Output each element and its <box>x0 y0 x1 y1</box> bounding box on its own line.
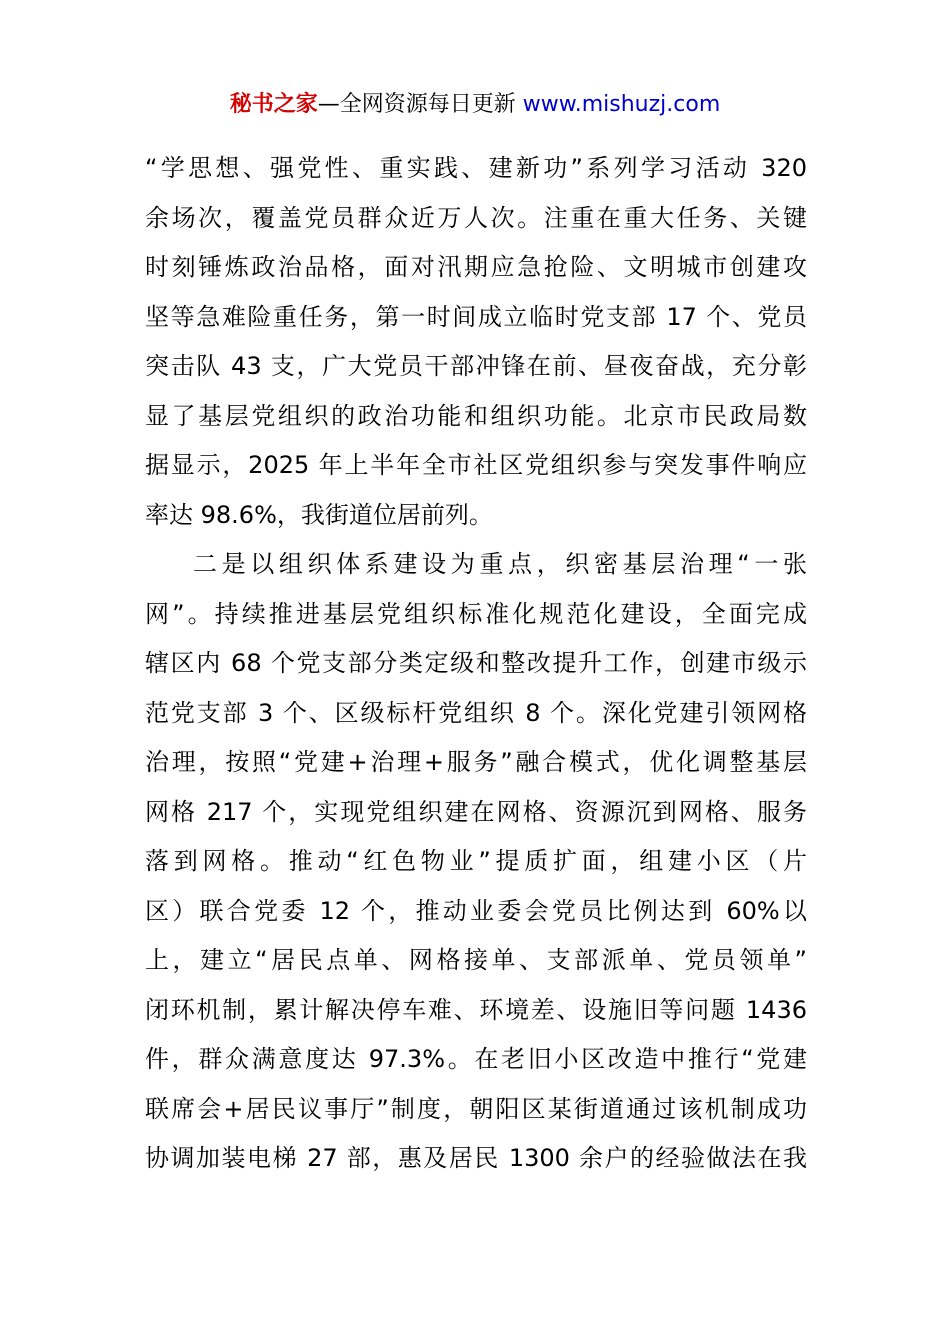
document-body <box>145 144 807 1184</box>
text-line: 协调加装电梯 27 部，惠及居民 1300 余户的经验做法在我 <box>145 1144 807 1172</box>
header-slogan: —全网资源每日更新 <box>317 92 516 117</box>
text-line: 坚等急难险重任务，第一时间成立临时党支部 17 个、党员 <box>145 302 807 331</box>
text-line: 显了基层党组织的政治功能和组织功能。北京市民政局数 <box>145 401 807 430</box>
text-line: 据显示，2025 年上半年全市社区党组织参与突发事件响应 <box>145 451 807 479</box>
text-line: 时刻锤炼政治品格，面对汛期应急抢险、文明城市创建攻 <box>145 253 807 281</box>
text-line: “学思想、强党性、重实践、建新功”系列学习活动 320 <box>145 154 807 182</box>
site-url[interactable]: www.mishuzj.com <box>522 92 721 117</box>
text-line: 治理，按照“党建+治理+服务”融合模式，优化调整基层 <box>145 748 807 776</box>
text-line: 件，群众满意度达 97.3%。在老旧小区改造中推行“党建 <box>145 1045 807 1073</box>
text-line: 区）联合党委 12 个，推动业委会党员比例达到 60%以 <box>145 896 807 925</box>
text-line: 率达 98.6%，我街道位居前列。 <box>145 500 493 529</box>
text-line: 余场次，覆盖党员群众近万人次。注重在重大任务、关键 <box>145 203 807 232</box>
text-line: 联席会+居民议事厅”制度，朝阳区某街道通过该机制成功 <box>145 1094 807 1123</box>
paragraph-start-line: 二是以组织体系建设为重点，织密基层治理“一张 <box>193 550 807 578</box>
text-line: 网格 217 个，实现党组织建在网格、资源沉到网格、服务 <box>145 797 807 826</box>
text-line: 范党支部 3 个、区级标杆党组织 8 个。深化党建引领网格 <box>145 698 807 727</box>
brand-name: 秘书之家 <box>229 92 318 117</box>
text-line: 闭环机制，累计解决停车难、环境差、设施旧等问题 1436 <box>145 995 807 1024</box>
text-line: 落到网格。推动“红色物业”提质扩面，组建小区（片 <box>145 847 807 875</box>
page-header <box>0 89 950 121</box>
text-line: 突击队 43 支，广大党员干部冲锋在前、昼夜奋战，充分彰 <box>145 352 807 380</box>
text-line: 上，建立“居民点单、网格接单、支部派单、党员领单” <box>145 946 807 974</box>
text-line: 网”。持续推进基层党组织标准化规范化建设，全面完成 <box>145 599 807 628</box>
text-line: 辖区内 68 个党支部分类定级和整改提升工作，创建市级示 <box>145 649 807 677</box>
